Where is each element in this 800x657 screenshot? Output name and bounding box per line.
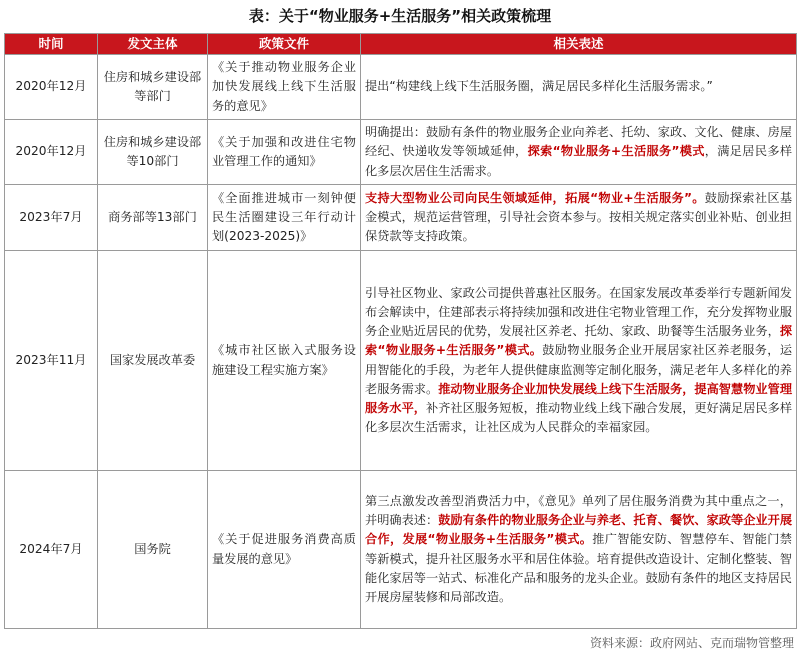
table-row <box>5 471 797 629</box>
desc-emphasis: 鼓励有条件的物业服务企业与养老、托育、餐饮、家政等企业开展合作，发展“物业服务+生活服务”模式。 <box>365 513 793 547</box>
desc-segment: 明确提出：鼓励有条件的物业服务企业向养老、托幼、家政、文化、健康、房屋经纪、快递收发等领域延伸， <box>365 125 792 159</box>
header-time: 时间 <box>5 34 98 55</box>
row-time: 2023年7月 <box>5 185 98 251</box>
row-desc <box>361 55 797 120</box>
desc-segment: 引导社区物业、家政公司提供普惠社区服务。在国家发展改革委举行专题新闻发布会解读中，住建部表示将持续加强和改进住宅物业管理工作，充分发挥物业服务企业贴近居民的优势，发展社区养老、托幼、家政、助餐等生活服务业务， <box>365 285 792 339</box>
policy-table <box>4 33 797 629</box>
row-doc: 《关于促进服务消费高质量发展的意见》 <box>208 471 361 629</box>
row-doc: 《城市社区嵌入式服务设施建设工程实施方案》 <box>208 251 361 471</box>
table-row <box>5 120 797 185</box>
row-time: 2020年12月 <box>5 55 98 120</box>
desc-emphasis: 探索“物业服务+生活服务”模式 <box>527 144 705 159</box>
row-desc <box>361 120 797 185</box>
header-desc: 相关表述 <box>361 34 797 55</box>
desc-segment: 提出“构建线上线下生活服务圈，满足居民多样化生活服务需求。” <box>365 79 713 94</box>
table-header-row <box>5 34 797 55</box>
row-time: 2024年7月 <box>5 471 98 629</box>
desc-segment: 鼓励探索社区基金模式，规范运营管理，引导社会资本参与。按相关规定落实创业补贴、创业担保贷款等支持政策。 <box>365 190 793 244</box>
table-title: 表：关于“物业服务+生活服务”相关政策梳理 <box>248 7 552 25</box>
desc-segment: 鼓励物业服务企业开展居家社区养老服务，运用智能化的手段，为老年人提供健康监测等定制化服务，满足老年人多样化的养老服务需求。 <box>365 343 793 396</box>
row-doc: 《全面推进城市一刻钟便民生活圈建设三年行动计划(2023-2025)》 <box>208 185 361 251</box>
row-org: 国家发展改革委 <box>98 251 208 471</box>
row-desc <box>361 251 797 471</box>
row-org: 商务部等13部门 <box>98 185 208 251</box>
table-row <box>5 55 797 120</box>
row-org: 国务院 <box>98 471 208 629</box>
desc-segment: ，满足居民多样化多层次居住生活需求。 <box>365 144 793 178</box>
table-row <box>5 185 797 251</box>
source-note: 资料来源：政府网站、克而瑞物管整理 <box>589 636 794 650</box>
desc-segment: 补齐社区服务短板，推动物业线上线下融合发展，更好满足居民多样化多层次生活需求，让社区成为人民群众的幸福家园。 <box>365 400 793 435</box>
header-doc: 政策文件 <box>208 34 361 55</box>
desc-segment: 第三点激发改善型消费活力中，《意见》单列了居住服务消费为其中重点之一，并明确表述： <box>365 493 792 528</box>
header-org: 发文主体 <box>98 34 208 55</box>
table-row <box>5 251 797 471</box>
desc-emphasis: 推动物业服务企业加快发展线上线下生活服务，提高智慧物业管理服务水平， <box>365 381 793 415</box>
row-org: 住房和城乡建设部等部门 <box>98 55 208 120</box>
row-time: 2023年11月 <box>5 251 98 471</box>
desc-segment: 推广智能安防、智慧停车、智能门禁等新模式，提升社区服务水平和居住体验。培育提供改造设计、定制化整装、智能化家居等一站式、标准化产品和服务的龙头企业。鼓励有条件的地区支持居民开展房屋装修和局部改造。 <box>365 532 792 604</box>
row-desc <box>361 185 797 251</box>
row-desc <box>361 471 797 629</box>
row-doc: 《关于推动物业服务企业加快发展线上线下生活服务的意见》 <box>208 55 361 120</box>
row-time: 2020年12月 <box>5 120 98 185</box>
row-doc: 《关于加强和改进住宅物业管理工作的通知》 <box>208 120 361 185</box>
row-org: 住房和城乡建设部等10部门 <box>98 120 208 185</box>
desc-emphasis: 探索“物业服务+生活服务”模式。 <box>365 324 792 358</box>
desc-emphasis: 支持大型物业公司向民生领域延伸，拓展“物业+生活服务”。 <box>365 190 705 205</box>
